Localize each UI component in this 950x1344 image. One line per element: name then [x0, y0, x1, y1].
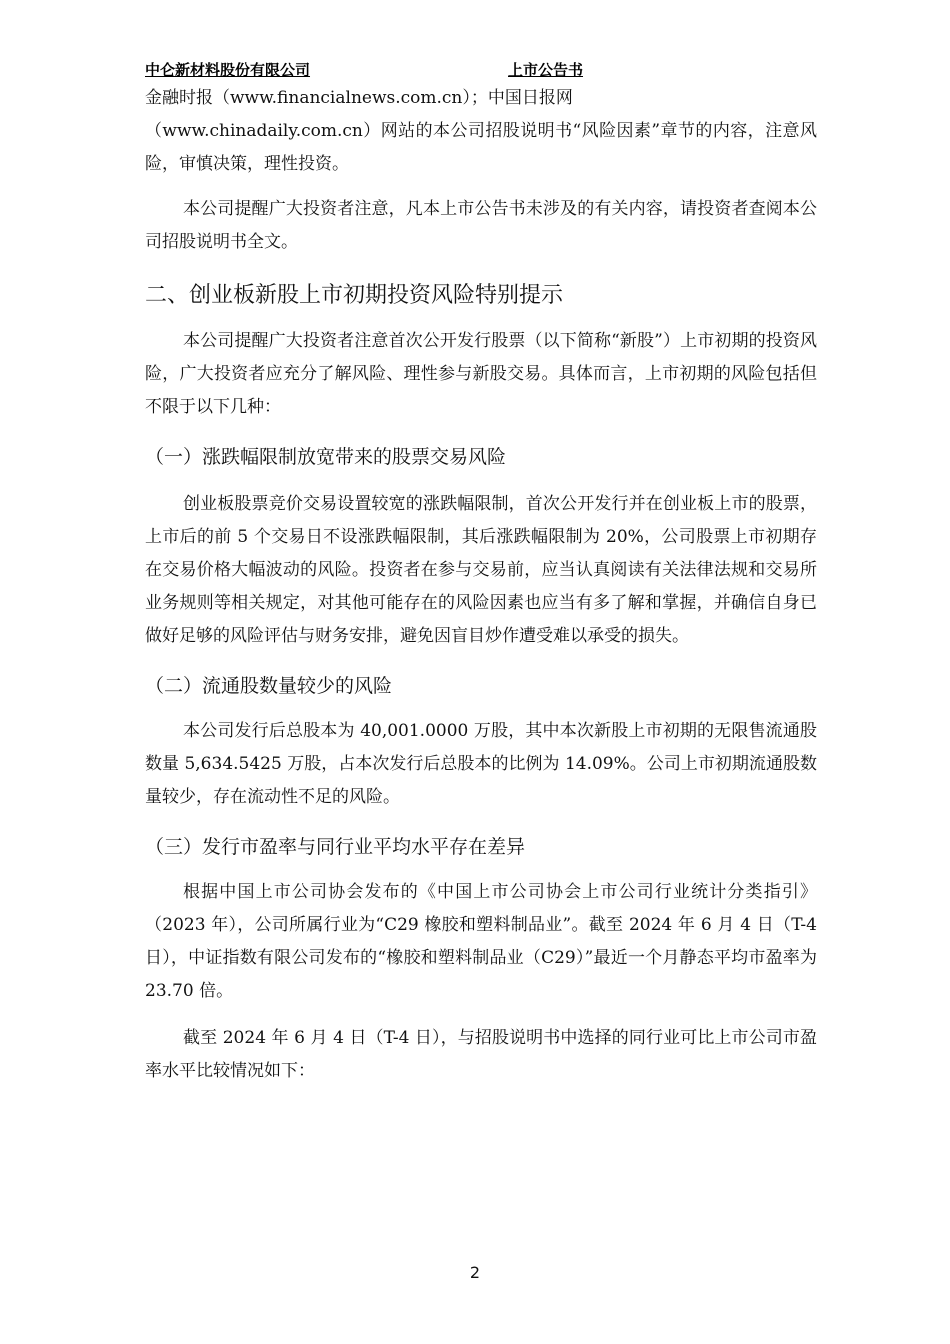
header-company-name: 中仑新材料股份有限公司 [145, 61, 311, 79]
document-body [145, 82, 817, 1088]
header-document-type: 上市公告书 [508, 61, 584, 79]
paragraph-pe-comparison: 截至 2024 年 6 月 4 日（T-4 日），与招股说明书中选择的同行业可比上市公司市盈率水平比较情况如下： [145, 1028, 817, 1081]
paragraph-intro-rest: （www.chinadaily.com.cn）网站的本公司招股说明书“风险因素”章节的内容，注意风险，审慎决策，理性投资。 [145, 121, 817, 174]
paragraph-intro-line1: 金融时报（www.financialnews.com.cn）；中国日报网 [145, 88, 573, 108]
paragraph-float-shares: 本公司发行后总股本为 40,001.0000 万股，其中本次新股上市初期的无限售流通股数量 5,634.5425 万股，占本次发行后总股本的比例为 14.09%。公司上市初期流通股数量较少，存在流动性不足的风险。 [145, 721, 817, 807]
paragraph-price-limit: 创业板股票竞价交易设置较宽的涨跌幅限制，首次公开发行并在创业板上市的股票，上市后的前 5 个交易日不设涨跌幅限制，其后涨跌幅限制为 20%，公司股票上市初期存在交易价格大幅波动的风险。投资者在参与交易前，应当认真阅读有关法律法规和交易所业务规则等相关规定，对其他可能存在的风险因素也应当有多了解和掌握，并确信自身已做好足够的风险评估与财务安排，避免因盲目炒作遭受难以承受的损失。 [145, 494, 817, 646]
paragraph-reminder: 本公司提醒广大投资者注意，凡本上市公告书未涉及的有关内容，请投资者查阅本公司招股说明书全文。 [145, 199, 817, 252]
paragraph-pe-ratio: 根据中国上市公司协会发布的《中国上市公司协会上市公司行业统计分类指引》（2023 年），公司所属行业为“C29 橡胶和塑料制品业”。截至 2024 年 6 月 4 日（T-4 日），中证指数有限公司发布的“橡胶和塑料制品业（C29）”最近一个月静态平均市盈率为 23.70 倍。 [145, 882, 817, 1001]
paragraph-risk-intro: 本公司提醒广大投资者注意首次公开发行股票（以下简称“新股”）上市初期的投资风险，广大投资者应充分了解风险、理性参与新股交易。具体而言，上市初期的风险包括但不限于以下几种： [145, 331, 817, 417]
subsection-title-pe-ratio: （三）发行市盈率与同行业平均水平存在差异 [145, 836, 526, 858]
subsection-title-float-shares: （二）流通股数量较少的风险 [145, 675, 393, 697]
page-number: 2 [469, 1263, 481, 1282]
subsection-title-price-limit: （一）涨跌幅限制放宽带来的股票交易风险 [145, 446, 507, 468]
section-title-risk-warning: 二、创业板新股上市初期投资风险特别提示 [145, 283, 564, 308]
